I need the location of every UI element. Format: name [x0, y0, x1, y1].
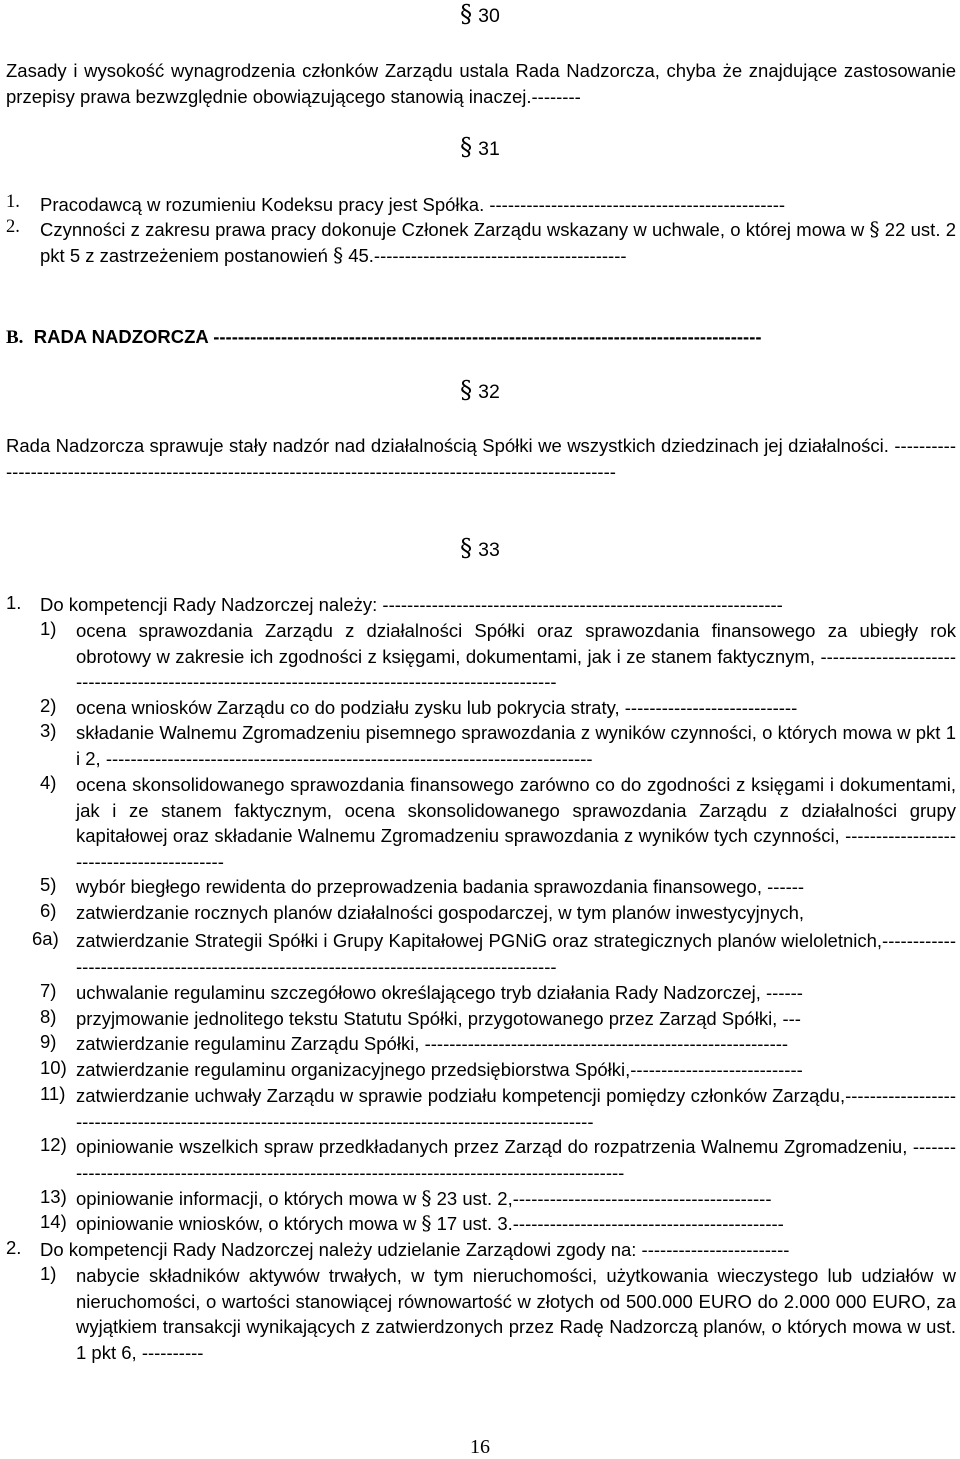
chapter-heading-b: B. RADA NADZORCZA -----------------------------------------------------------------------------------------	[6, 326, 762, 348]
section-symbol: §	[460, 133, 473, 161]
section-symbol: §	[460, 0, 473, 28]
page-number: 16	[470, 1436, 490, 1458]
section-33-heading: § 33	[460, 534, 500, 562]
section-31-heading: § 31	[460, 133, 500, 161]
document-page: § 30 Zasady i wysokość wynagrodzenia członków Zarządu ustala Rada Nadzorcza, chyba że znajdujące zastosowanie przepisy prawa bezwzględnie obowiązującego stanowią inaczej.-------- § 31 1. Pracodawcą w rozumieniu Kodeksu pracy jest Spółka. ------------------------------------------------ 2. Czynności z zakresu prawa pracy dokonuje Członek Zarządu wskazany w uchwale, o której mowa w § 22 ust. 2 pkt 5 z zastrzeżeniem postanowień § 45.----------------------------------------- B. RADA NADZORCZA ----------------------------------------------------------------------------------------- § 32 Rada Nadzorcza sprawuje stały nadzór nad działalnością Spółki we wszystkich dziedzinach jej działalności. ------------------------------------------------------------------------------------------------------------- § 33 1. Do kompetencji Rady Nadzorczej należy: ----------------------------------------------------------------- 1) ocena sprawozdania Zarządu z działalności Spółki oraz sprawozdania finansowego za ubiegły rok obrotowy w zakresie ich zgodności z księgami, dokumentami, jak i ze stanem faktycznym, ---------------------------------------------------------------------------------------------------- 2) ocena wniosków Zarządu co do podziału zysku lub pokrycia straty, ---------------------------- 3) składanie Walnemu Zgromadzeniu pisemnego sprawozdania z wyników czynności, o których mowa w pkt 1 i 2, ------------------------------------------------------------------------------- 4) ocena skonsolidowanego sprawozdania finansowego zarówno co do zgodności z księgami i dokumentami, jak i ze stanem faktycznym, ocena skonsolidowanego sprawozdania Zarządu z działalności grupy kapitałowej oraz składanie Walnemu Zgromadzeniu sprawozdania z wyników tych czynności, ------------------------------------------ 5) wybór biegłego rewidenta do przeprowadzenia badania sprawozdania finansowego, ------ 6) zatwierdzanie rocznych planów działalności gospodarczej, w tym planów inwestycyjnych, 6a) zatwierdzanie Strategii Spółki i Grupy Kapitałowej PGNiG oraz strategicznych planów wieloletnich,------------------------------------------------------------------------------------------ 7) uchwalanie regulaminu szczegółowo określającego tryb działania Rady Nadzorczej, ------ 8) przyjmowanie jednolitego tekstu Statutu Spółki, przygotowanego przez Zarząd Spółki, --- 9) zatwierdzanie regulaminu Zarządu Spółki, ----------------------------------------------------------- 10) zatwierdzanie regulaminu organizacyjnego przedsiębiorstwa Spółki,---------------------------- 11) zatwierdzanie uchwały Zarządu w sprawie podziału kompetencji pomiędzy członków Zarządu,------------------------------------------------------------------------------------------------------ 12) opiniowanie wszelkich spraw przedkładanych przez Zarząd do rozpatrzenia Walnemu Zgromadzeniu, ------------------------------------------------------------------------------------------------ 13) opiniowanie informacji, o których mowa w § 23 ust. 2,------------------------------------------ 14) opiniowanie wniosków, o których mowa w § 17 ust. 3.-------------------------------------------- 2. Do kompetencji Rady Nadzorczej należy udzielanie Zarządowi zgody na: ------------------------ 1) nabycie składników aktywów trwałych, w tym nieruchomości, użytkowania wieczystego lub udziałów w nieruchomości, o wartości stanowiącej równowartość w złotych od 500.000 EURO do 2.000 000 EURO, za wyjątkiem transakcji wynikających z zatwierdzonych przez Radę Nadzorczą planów, o których mowa w ust. 1 pkt 6, ---------- 16	[0, 0, 960, 1458]
section-symbol: §	[460, 534, 473, 562]
section-30-text: Zasady i wysokość wynagrodzenia członków Zarządu ustala Rada Nadzorcza, chyba że znajdujące zastosowanie przepisy prawa bezwzględnie obowiązującego stanowią inaczej.--------	[6, 60, 956, 107]
section-32-text: Rada Nadzorcza sprawuje stały nadzór nad działalnością Spółki we wszystkich dziedzinach jej działalności. -------------------------------------------------------------------------------------------------------------	[6, 435, 956, 482]
section-30-heading: § 30	[460, 0, 500, 28]
section-symbol: §	[460, 376, 473, 404]
section-32-heading: § 32	[460, 376, 500, 404]
